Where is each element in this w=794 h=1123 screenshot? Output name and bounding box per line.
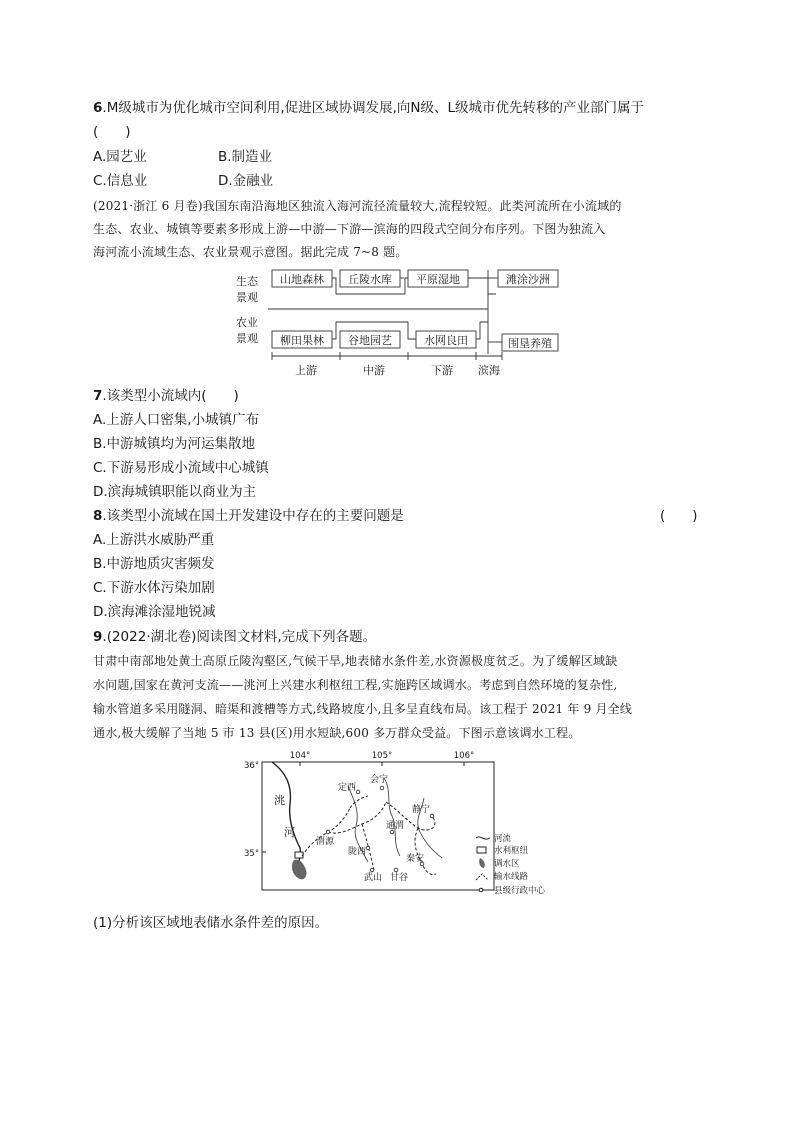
passage1-line-2: 生态、农业、城镇等要素多形成上游—中游—下游—滨海的四段式空间分布序列。下图为独流入 [93,222,606,236]
passage1-line-1: (2021·浙江 6 月卷)我国东南沿海地区独流入海河流径流量较大,流程较短。此类河流所在小流域的 [93,199,622,213]
connector [468,278,496,294]
q7-option-b: B.中游城镇均为河运集散地 [93,436,256,452]
q6-option-d: D.金融业 [218,173,274,189]
place-dingxi: 定西 [338,783,357,793]
legend-dam: 水利枢纽 [494,846,529,856]
county-dot [326,830,330,834]
legend-county: 县级行政中心 [494,886,546,896]
passage2-line-3: 输水管道多采用隧洞、暗渠和渡槽等方式,线路坡度小,且多呈直线布局。该工程于 2021 年 9 月全线 [93,702,633,716]
q9-number: 9 [93,629,103,645]
legend-route: 输水线路 [494,872,529,882]
legend-dam-icon [477,847,486,853]
agri-label-1: 柳田果林 [280,334,324,347]
place-qinan: 秦安 [406,854,425,864]
passage2-line-2: 水问题,国家在黄河支流——洮河上兴建水利枢纽工程,实施跨区域调水。考虑到自然环境的复杂性, [93,678,618,692]
river-line [384,778,400,856]
place-huining: 会宁 [370,775,389,785]
q8-stem [93,507,404,525]
tao-river [272,762,300,876]
q8-option-a: A.上游洪水威胁严重 [93,532,215,548]
label-eco-2: 景观 [236,291,258,304]
q6-stem [93,99,644,117]
label-agri-2: 景观 [236,332,258,345]
zone-label-2: 中游 [363,364,385,377]
label-agri-1: 农业 [236,316,258,329]
place-wushan: 武山 [364,873,383,883]
diversion-area [292,860,307,880]
zone-label-4: 滨海 [478,364,500,377]
q8-option-d: D.滨海滩涂湿地锐减 [93,604,216,620]
eco-label-4: 滩涂沙洲 [506,273,550,286]
q6-option-c: C.信息业 [93,173,148,189]
agri-label-2: 谷地园艺 [348,334,392,347]
place-weiyuan: 渭源 [316,837,335,847]
river-char-1: 洮 [274,794,285,807]
county-dot [370,868,374,872]
q7-option-c: C.下游易形成小流域中心城镇 [93,460,269,476]
agri-label-4: 围垦养殖 [508,337,552,350]
dam-icon [295,852,303,858]
water-diversion-map [236,746,556,896]
lon-104: 104° [289,751,311,761]
q7-stem [93,387,239,405]
place-tongwei: 通渭 [386,821,405,831]
q6-paren: ( ) [93,124,131,140]
county-dot [366,846,370,850]
q6-option-b: B.制造业 [218,149,273,165]
zone-label-1: 上游 [295,364,317,377]
place-gangu: 甘谷 [390,873,409,883]
q6-number: 6 [93,100,103,116]
passage2-line-4: 通水,极大缓解了当地 5 市 13 县(区)用水短缺,600 多万群众受益。下图示意该调水工程。 [93,726,581,740]
eco-label-2: 丘陵水库 [348,273,392,286]
county-dot [430,814,434,818]
q8-paren: ( ) [660,508,698,524]
county-dot [394,868,398,872]
connector [476,322,488,339]
lon-105: 105° [371,751,393,761]
q9-stem [93,628,376,646]
lat-35: 35° [244,849,260,859]
legend-county-icon [479,888,483,892]
lon-106: 106° [453,751,475,761]
q6-option-a: A.园艺业 [93,149,147,165]
q7-option-d: D.滨海城镇职能以商业为主 [93,484,257,500]
passage2-line-1: 甘肃中南部地处黄土高原丘陵沟壑区,气候干旱,地表储水条件差,水资源极度贫乏。为了缓解区域缺 [93,654,618,668]
q9-1-text: (1)分析该区域地表储水条件差的原因。 [93,915,329,931]
q7-number: 7 [93,388,103,404]
county-dot [356,790,360,794]
q8-option-b: B.中游地质灾害频发 [93,556,215,572]
q8-option-c: C.下游水体污染加剧 [93,580,215,596]
q9-text: .(2022·湖北卷)阅读图文材料,完成下列各题。 [102,629,377,645]
q7-option-a: A.上游人口密集,小城镇广布 [93,412,260,428]
eco-label-3: 平原湿地 [416,273,460,286]
place-longxi: 陇西 [348,847,367,857]
legend-diversion: 调水区 [494,859,520,869]
river-char-2: 河 [284,826,295,839]
legend-river: 河流 [494,834,512,844]
place-jingning: 静宁 [412,805,431,815]
legend-river-icon [476,837,490,839]
legend-diversion-icon [479,858,485,868]
zone-label-3: 下游 [431,364,453,377]
agri-label-3: 水网良田 [424,334,468,347]
q8-text: .该类型小流域在国土开发建设中存在的主要问题是 [102,508,404,524]
q6-text: .M级城市为优化城市空间利用,促进区域协调发展,向N级、L级城市优先转移的产业部门属于 [102,100,645,116]
q8-number: 8 [93,508,103,524]
passage1-line-3: 海河流小流域生态、农业景观示意图。据此完成 7~8 题。 [93,245,408,259]
landscape-diagram [230,264,570,384]
legend-route-icon [476,874,488,880]
label-eco-1: 生态 [236,275,258,288]
lat-36: 36° [244,761,260,771]
eco-label-1: 山地森林 [280,273,324,286]
q7-text: .该类型小流域内( ) [102,388,239,404]
diversion-route [415,828,436,875]
county-dot [380,786,384,790]
